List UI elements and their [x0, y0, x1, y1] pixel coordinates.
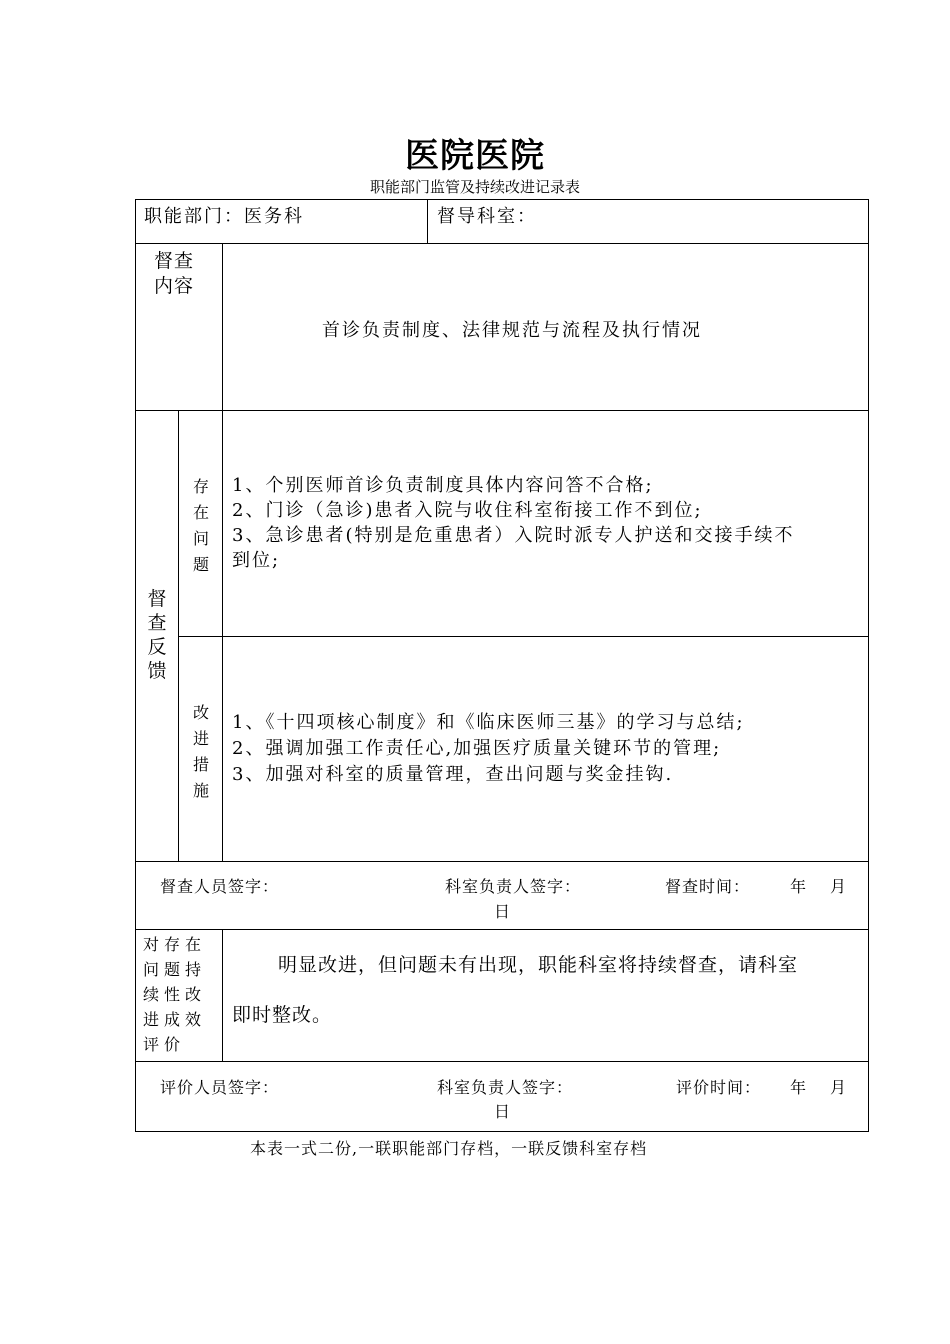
supervised-department-label: 督导科室：: [437, 206, 537, 227]
row-divider: [135, 861, 869, 862]
row-divider: [178, 636, 869, 637]
document-subtitle: 职能部门监管及持续改进记录表: [369, 178, 580, 196]
problems-list: [232, 473, 862, 573]
table-border-bottom: [135, 1131, 869, 1132]
year-label: 年: [790, 877, 808, 896]
measure-item: 1、《十四项核心制度》和《临床医师三基》的学习与总结;: [232, 712, 745, 733]
inspection-label-line2: 内容: [154, 275, 195, 297]
column-divider: [222, 243, 223, 861]
document-title: 医院医院: [405, 136, 545, 176]
evaluation-label: 对存在 问题持 续性改 进成效 评价: [143, 935, 207, 1054]
feedback-label: 督 查 反 馈: [147, 588, 167, 682]
measure-item: 2、强调加强工作责任心,加强医疗质量关键环节的管理;: [232, 738, 722, 759]
dept-head-signature-label: 科室负责人签字：: [437, 1078, 574, 1097]
table-border-left: [135, 199, 136, 1132]
measures-list: [232, 710, 862, 788]
year-label: 年: [790, 1078, 808, 1097]
problem-item: 到位;: [232, 550, 281, 571]
inspection-time-label: 督查时间：: [665, 877, 751, 896]
problem-item: 3、急诊患者(特别是危重患者）入院时派专人护送和交接手续不: [232, 525, 795, 546]
evaluation-content-line2: 即时整改。: [232, 1004, 333, 1026]
month-label: 月: [830, 877, 848, 896]
table-border-top: [135, 199, 869, 200]
column-divider: [427, 199, 428, 243]
problem-item: 2、门诊（急诊)患者入院与收住科室衔接工作不到位;: [232, 500, 703, 521]
row-divider: [135, 410, 869, 411]
measure-item: 3、加强对科室的质量管理，查出问题与奖金挂钩.: [232, 764, 674, 785]
column-divider: [178, 410, 179, 861]
evaluator-signature-label: 评价人员签字：: [160, 1078, 280, 1097]
inspector-signature-label: 督查人员签字：: [160, 877, 280, 896]
problem-item: 1、个别医师首诊负责制度具体内容问答不合格;: [232, 475, 654, 496]
day-label: 日: [494, 1102, 512, 1121]
footnote: 本表一式二份,一联职能部门存档，一联反馈科室存档: [250, 1139, 648, 1158]
inspection-label-line1: 督查: [154, 250, 195, 272]
month-label: 月: [830, 1078, 848, 1097]
evaluation-time-label: 评价时间：: [676, 1078, 762, 1097]
table-border-right: [868, 199, 869, 1132]
row-divider: [135, 929, 869, 930]
department-label: 职能部门：医务科: [144, 206, 304, 227]
measures-label: 改 进 措 施: [192, 703, 209, 800]
row-divider: [135, 1061, 869, 1062]
row-divider: [135, 243, 869, 244]
inspection-content: 首诊负责制度、法律规范与流程及执行情况: [322, 320, 702, 341]
dept-head-signature-label: 科室负责人签字：: [445, 877, 582, 896]
evaluation-content-line1: 明显改进，但问题未有出现，职能科室将持续督查，请科室: [278, 954, 799, 976]
day-label: 日: [494, 902, 512, 921]
problems-label: 存 在 问 题: [192, 477, 209, 574]
column-divider: [222, 929, 223, 1061]
